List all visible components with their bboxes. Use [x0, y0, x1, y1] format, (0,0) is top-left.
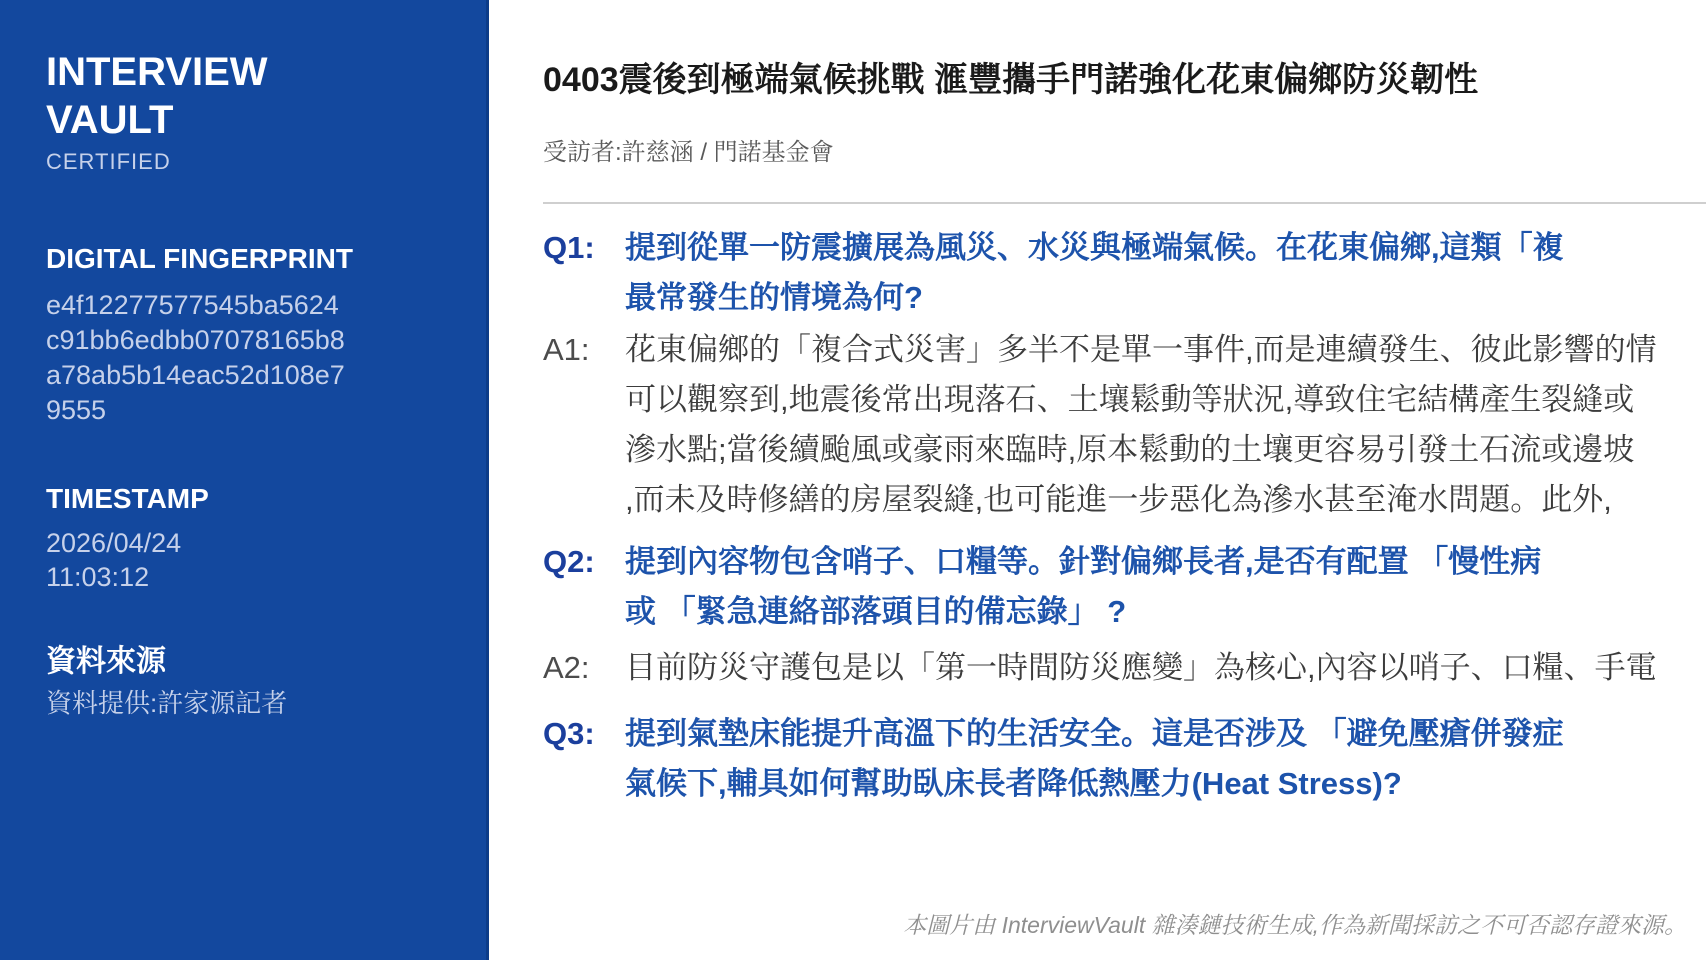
question-2-line [543, 587, 1706, 637]
hash-line: e4f12277577545ba5624 [46, 290, 339, 320]
answer-1-text: 滲水點;當後續颱風或豪雨來臨時,原本鬆動的土壤更容易引發土石流或邊坡 [625, 432, 1635, 467]
answer-1-line [543, 475, 1706, 525]
question-3-label: Q3: [543, 716, 595, 751]
digital-fingerprint-heading: DIGITAL FINGERPRINT [46, 243, 353, 274]
answer-1-label: A1: [543, 332, 590, 367]
question-3 [543, 709, 1706, 809]
question-1-line [543, 223, 1706, 273]
answer-2-line [543, 643, 1706, 693]
answer-1-line [543, 325, 1706, 375]
brand-name-line1: INTERVIEW [46, 50, 268, 94]
timestamp-values [46, 526, 450, 594]
hash-line: c91bb6edbb07078165b8 [46, 325, 345, 355]
provenance-footer-note: 本圖片由 InterviewVault 雜湊鏈技術生成,作為新聞採訪之不可否認存證來源。 [903, 912, 1687, 938]
question-2-line [543, 537, 1706, 587]
answer-1-text: 可以觀察到,地震後常出現落石、土壤鬆動等狀況,導致住宅結構產生裂縫或 [625, 382, 1635, 417]
timestamp-time: 11:03:12 [46, 562, 150, 592]
question-1-text: 提到從單一防震擴展為風災、水災與極端氣候。在花東偏鄉,這類「複 [625, 230, 1564, 265]
answer-1-text: ,而未及時修繕的房屋裂縫,也可能進一步惡化為滲水甚至淹水問題。此外, [625, 482, 1612, 517]
question-3-line [543, 759, 1706, 809]
hash-line: a78ab5b14eac52d108e7 [46, 360, 345, 390]
brand-name-line2: VAULT [46, 98, 174, 142]
question-2-label: Q2: [543, 544, 595, 579]
question-2-text: 或 「緊急連絡部落頭目的備忘錄」 ? [625, 594, 1127, 629]
data-source-heading: 資料來源 [46, 645, 166, 678]
brand-block [46, 48, 450, 176]
question-2 [543, 537, 1706, 637]
hash-line: 9555 [46, 395, 107, 425]
answer-2-text: 目前防災守護包是以「第一時間防災應變」為核心,內容以哨子、口糧、手電 [625, 650, 1657, 685]
main-content [489, 0, 1706, 960]
question-1 [543, 223, 1706, 323]
question-3-line [543, 709, 1706, 759]
answer-2-label: A2: [543, 650, 590, 685]
answer-1-line [543, 425, 1706, 475]
brand-name [46, 48, 450, 144]
answer-1-text: 花東偏鄉的「複合式災害」多半不是單一事件,而是連續發生、彼此影響的情 [625, 332, 1657, 367]
question-1-text: 最常發生的情境為何? [625, 280, 923, 315]
certified-label: CERTIFIED [46, 149, 171, 174]
sidebar [0, 0, 489, 960]
question-1-label: Q1: [543, 230, 595, 265]
timestamp-date: 2026/04/24 [46, 528, 182, 558]
interviewee-line: 受訪者:許慈涵 / 門諾基金會 [543, 139, 834, 166]
question-1-line [543, 273, 1706, 323]
page-title: 0403震後到極端氣候挑戰 滙豐攜手門諾強化花東偏鄉防災韌性 [543, 61, 1479, 99]
answer-1 [543, 325, 1706, 525]
question-3-text: 提到氣墊床能提升高溫下的生活安全。這是否涉及 「避免壓瘡併發症 [625, 716, 1564, 751]
answer-1-line [543, 375, 1706, 425]
timestamp-heading: TIMESTAMP [46, 483, 209, 514]
divider [543, 202, 1706, 204]
answer-2 [543, 643, 1706, 693]
data-source-provider: 資料提供:許家源記者 [46, 688, 288, 718]
question-2-text: 提到內容物包含哨子、口糧等。針對偏鄉長者,是否有配置 「慢性病 [625, 544, 1542, 579]
question-3-text: 氣候下,輔具如何幫助臥床長者降低熱壓力(Heat Stress)? [625, 766, 1402, 801]
fingerprint-hash [46, 288, 450, 428]
